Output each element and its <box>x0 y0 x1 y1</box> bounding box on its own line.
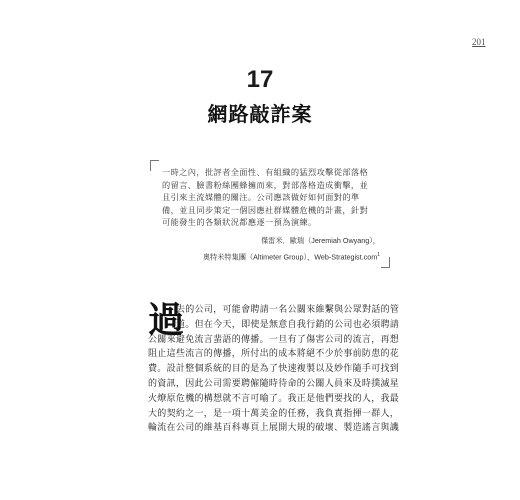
dropcap: 過 <box>148 299 185 341</box>
epigraph-attribution-name: 傑雷米．歐瑞（Jeremiah Owyang）， <box>260 236 380 245</box>
body-line: 阻止這些流言的傳播，所付出的成本將絕不少於事前防患的花 <box>148 349 400 360</box>
body-line: 道。但在今天，即使是無意自我行銷的公司也必須聘請 <box>176 319 400 330</box>
epigraph-line: 一時之內，批評者全面性、有組織的猛烈攻擊從部落格 <box>162 167 369 177</box>
epigraph <box>150 160 390 268</box>
epigraph-line: 的留言、臉書粉絲團蜂擁而來，對部落格造成衝擊，並 <box>162 179 369 190</box>
bracket-bottom-right <box>381 257 390 268</box>
body-line: 火燎原危機的構想就不言可喻了。我正是他們要找的人，我最 <box>148 393 400 404</box>
body-line: 去的公司，可能會聘請一名公關來維繫與公眾對話的管 <box>176 305 400 315</box>
body-text <box>148 299 400 436</box>
chapter-number: 17 <box>246 66 274 93</box>
attribution-org-text: 奧特米特集團（Altimeter Group），Web-Strategist.com <box>202 252 378 262</box>
body-line: 大的契約之一，是一項十萬美金的任務，我負責指揮一群人， <box>148 408 400 419</box>
bracket-top-left <box>150 160 159 171</box>
body-line: 費。設計整個系統的目的是為了快速複製以及妙作隨手可找到 <box>148 364 400 375</box>
body-line: 輪流在公司的維基百科專頁上展開大規的破壞、製造謠言與譏 <box>148 423 400 434</box>
page-number: 201 <box>472 37 486 47</box>
chapter-title: 網路敲詐案 <box>207 102 313 126</box>
epigraph-line: 且引來主流媒體的關注。公司應該做好如何面對的準 <box>162 192 360 203</box>
epigraph-line: 備，並且同步策定一個因應社群媒體危機的計畫，針對 <box>162 204 369 215</box>
body-line: 的資訊，因此公司需要聘僱隨時待命的公關人員來及時撲滅星 <box>148 378 400 389</box>
body-line: 公關來避免流言蜚語的傳播。一旦有了傷害公司的流言，再想 <box>148 334 400 345</box>
epigraph-text <box>162 166 380 229</box>
footnote-mark: 1 <box>377 252 380 258</box>
epigraph-line: 可能發生的各類狀況都應逐一預為演練。 <box>162 217 317 228</box>
epigraph-attribution-org <box>203 252 380 262</box>
